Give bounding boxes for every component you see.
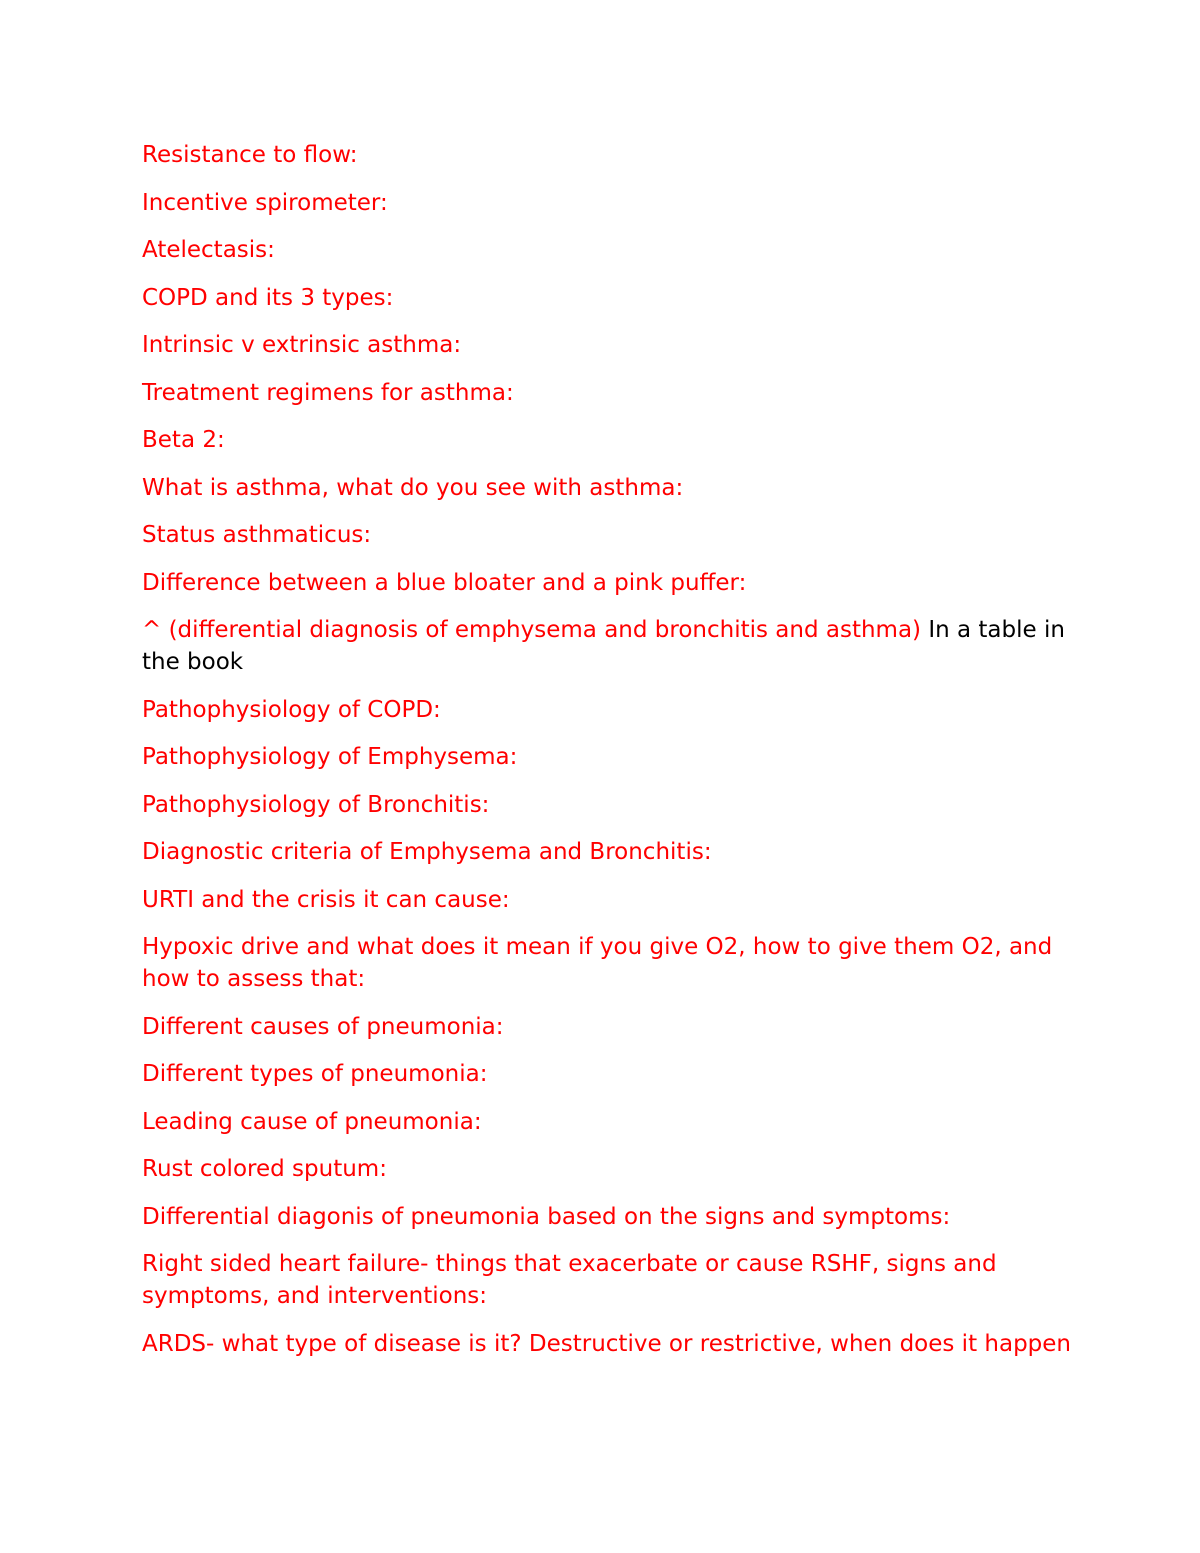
study-question: URTI and the crisis it can cause: (142, 886, 510, 913)
study-question: ARDS- what type of disease is it? Destructive or restrictive, when does it happen (142, 1330, 1071, 1357)
study-question: Differential diagonis of pneumonia based on the signs and symptoms: (142, 1203, 951, 1230)
study-question: Pathophysiology of Emphysema: (142, 744, 518, 770)
study-question: Beta 2: (142, 427, 225, 453)
document-body (142, 139, 1072, 1375)
study-question: Status asthmaticus: (142, 522, 372, 548)
study-question: COPD and its 3 types: (142, 284, 394, 311)
study-question: Atelectasis: (142, 237, 275, 263)
study-question: Right sided heart failure- things that exacerbate or cause RSHF, signs and symptoms, and interventions: (142, 1251, 997, 1309)
study-question: Diagnostic criteria of Emphysema and Bronchitis: (142, 839, 712, 865)
study-question: Pathophysiology of COPD: (142, 696, 441, 723)
study-question: Difference between a blue bloater and a pink puffer: (142, 569, 747, 596)
study-question: Treatment regimens for asthma: (142, 379, 514, 406)
study-question: Resistance to flow: (142, 142, 358, 168)
study-question: Leading cause of pneumonia: (142, 1108, 482, 1135)
study-question-text: ^ (differential diagnosis of emphysema and bronchitis and asthma) (142, 617, 922, 643)
study-question: Pathophysiology of Bronchitis: (142, 791, 490, 818)
study-note: In a table in the book (142, 617, 1065, 675)
study-question: Intrinsic v extrinsic asthma: (142, 332, 462, 358)
study-question: What is asthma, what do you see with asthma: (142, 474, 684, 501)
study-question: Hypoxic drive and what does it mean if you give O2, how to give them O2, and how to assess that: (142, 934, 1053, 992)
study-question: Rust colored sputum: (142, 1156, 387, 1182)
study-question: Different types of pneumonia: (142, 1061, 488, 1087)
study-question: Incentive spirometer: (142, 189, 388, 216)
study-question: Different causes of pneumonia: (142, 1013, 504, 1040)
study-question-with-note (142, 614, 1072, 678)
